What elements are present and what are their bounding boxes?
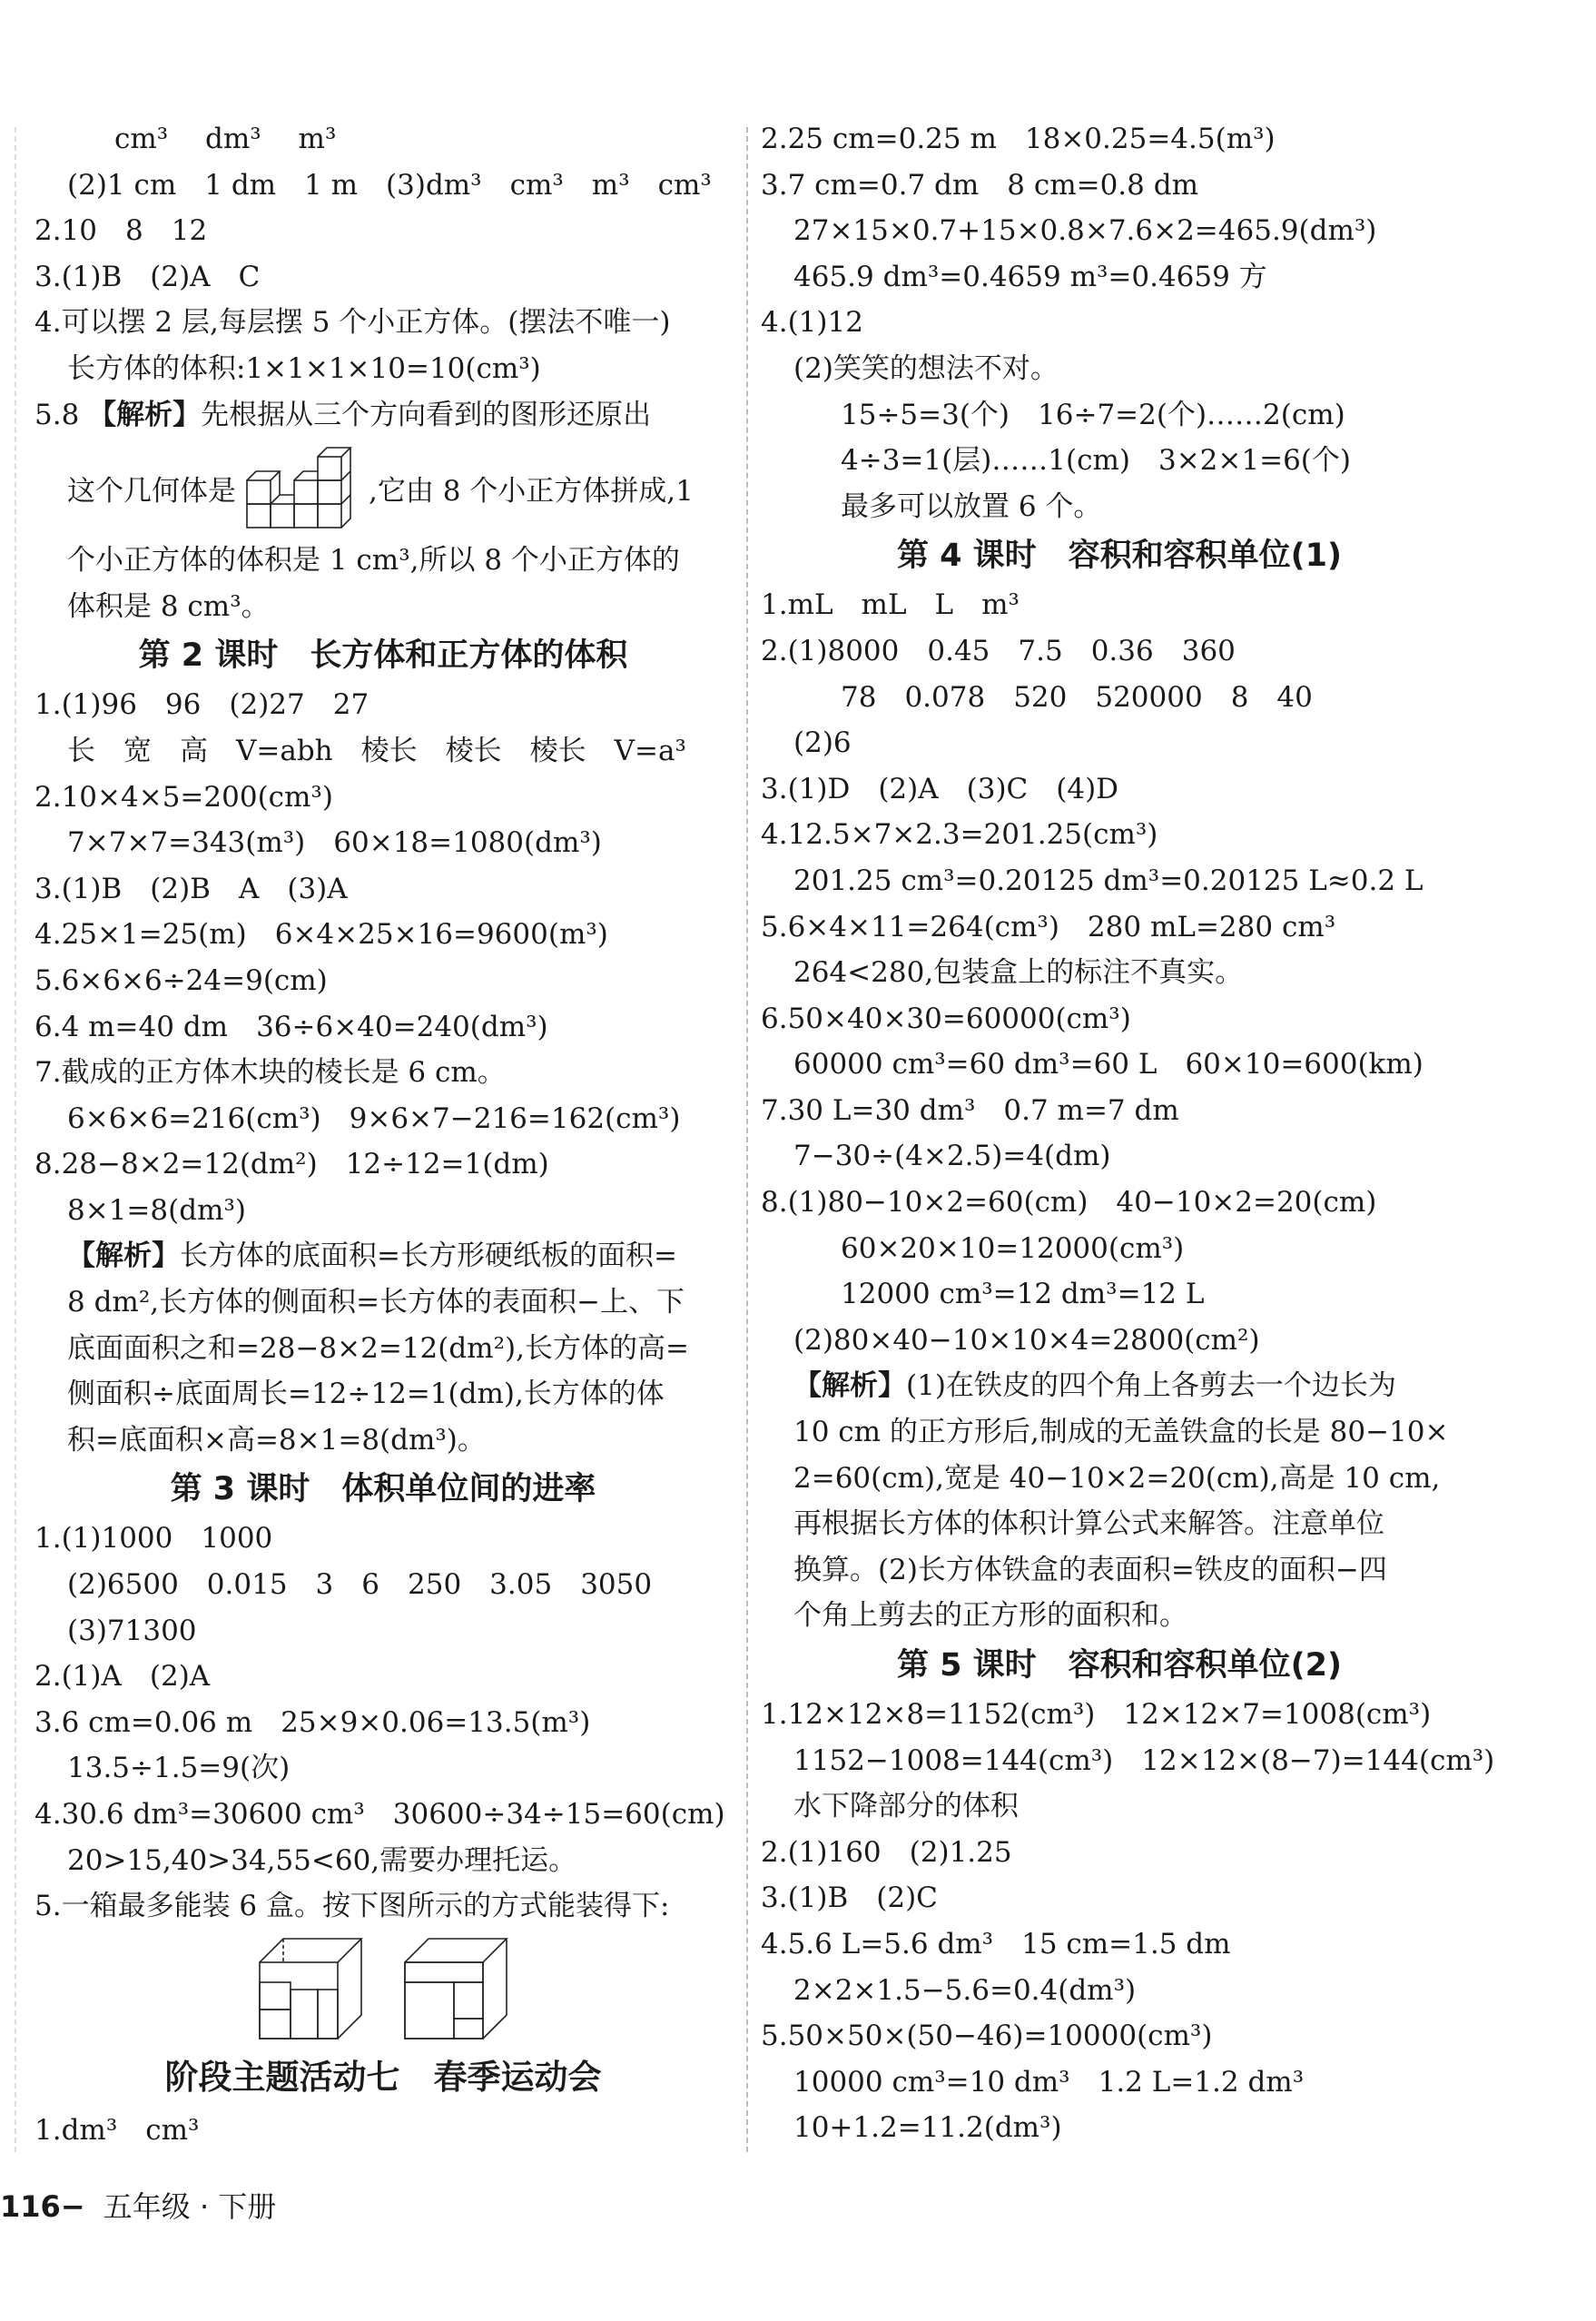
answer-line: 78 0.078 520 520000 8 40	[841, 680, 1313, 714]
analysis-tag: 【解析】	[67, 1240, 180, 1273]
analysis-line: 10 cm 的正方形后,制成的无盖铁盒的长是 80−10×	[793, 1416, 1449, 1449]
answer-line: 7.30 L=30 dm³ 0.7 m=7 dm	[761, 1093, 1179, 1127]
section-heading: 第 2 课时 长方体和正方体的体积	[138, 637, 628, 675]
answer-line: 2×2×1.5−5.6=0.4(dm³)	[793, 1973, 1137, 2007]
answer-line: 10000 cm³=10 dm³ 1.2 L=1.2 dm³	[793, 2065, 1305, 2099]
answer-line: 3.(1)B (2)B A (3)A	[34, 872, 348, 905]
answer-line: 201.25 cm³=0.20125 dm³=0.20125 L≈0.2 L	[793, 864, 1424, 897]
analysis-line: 2=60(cm),宽是 40−10×2=20(cm),高是 10 cm,	[793, 1461, 1441, 1495]
answer-line: 7.截成的正方体木块的棱长是 6 cm。	[34, 1056, 506, 1090]
answer-line: (3)71300	[67, 1614, 197, 1647]
analysis-line	[761, 1363, 1478, 1409]
answer-line: 8.28−8×2=12(dm²) 12÷12=1(dm)	[34, 1148, 549, 1181]
answer-line: 体积是 8 cm³。	[67, 589, 270, 623]
section-heading: 第 3 课时 体积单位间的进率	[170, 1471, 596, 1508]
question-number: 5.8	[34, 398, 80, 431]
answer-line: 4.可以摆 2 层,每层摆 5 个小正方体。(摆法不唯一)	[34, 306, 671, 340]
analysis-line: 换算。(2)长方体铁盒的表面积=铁皮的面积−四	[793, 1553, 1387, 1586]
answer-line: (2)1 cm 1 dm 1 m (3)dm³ cm³ m³ cm³	[67, 168, 712, 202]
left-margin-line	[15, 127, 16, 2152]
answer-line: 13.5÷1.5=9(次)	[67, 1752, 291, 1785]
answer-line: 2.(1)8000 0.45 7.5 0.36 360	[761, 634, 1236, 667]
page-number: 116−	[0, 2189, 85, 2224]
left-column	[34, 116, 732, 2153]
answer-line: (2)笑笑的想法不对。	[793, 351, 1059, 385]
answer-line: 4.25×1=25(m) 6×4×25×16=9600(m³)	[34, 918, 608, 952]
right-column	[761, 116, 1495, 2151]
analysis-line: 积=底面积×高=8×1=8(dm³)。	[67, 1423, 486, 1457]
answer-line: 2.10 8 12	[34, 214, 208, 248]
answer-line: (2)6500 0.015 3 6 250 3.05 3050	[67, 1568, 653, 1602]
answer-line	[34, 392, 732, 439]
answer-line: 10+1.2=11.2(dm³)	[793, 2111, 1062, 2145]
analysis-line	[34, 1233, 732, 1279]
figure-row	[34, 438, 732, 538]
answer-line: 3.(1)D (2)A (3)C (4)D	[761, 772, 1119, 805]
answer-line: 5.一箱最多能装 6 盒。按下图所示的方式能装得下:	[34, 1890, 670, 1923]
page-footer	[0, 2179, 276, 2234]
answer-line: 4.12.5×7×2.3=201.25(cm³)	[761, 818, 1158, 852]
analysis-line: 底面面积之和=28−8×2=12(dm²),长方体的高=	[67, 1331, 689, 1365]
answer-line: 3.6 cm=0.06 m 25×9×0.06=13.5(m³)	[34, 1705, 591, 1739]
answer-line: (2)6	[793, 726, 852, 760]
answer-line: 264<280,包装盒上的标注不真实。	[793, 956, 1244, 990]
answer-line: 1.(1)96 96 (2)27 27	[34, 688, 369, 722]
answer-line: 60000 cm³=60 dm³=60 L 60×10=600(km)	[793, 1048, 1424, 1081]
answer-line: 6×6×6=216(cm³) 9×6×7−216=162(cm³)	[67, 1101, 681, 1135]
answer-line: 4.5.6 L=5.6 dm³ 15 cm=1.5 dm	[761, 1927, 1231, 1961]
answer-line: 465.9 dm³=0.4659 m³=0.4659 方	[793, 260, 1267, 293]
answer-line: 8×1=8(dm³)	[67, 1193, 246, 1227]
cube-stack-figure	[243, 442, 361, 533]
answer-line: 5.6×6×6÷24=9(cm)	[34, 963, 328, 997]
answer-line: 长方体的体积:1×1×1×10=10(cm³)	[67, 351, 541, 385]
answer-line: 15÷5=3(个) 16÷7=2(个)……2(cm)	[841, 398, 1345, 431]
answer-line: 5.6×4×11=264(cm³) 280 mL=280 cm³	[761, 910, 1336, 943]
answer-line: 7×7×7=343(m³) 60×18=1080(dm³)	[67, 826, 602, 860]
answer-line: 2.(1)A (2)A	[34, 1660, 211, 1694]
text-fragment: 这个几何体是	[67, 474, 236, 508]
answer-line: 2.10×4×5=200(cm³)	[34, 780, 333, 814]
answer-line: 1.dm³ cm³	[34, 2113, 200, 2147]
box-figure-2	[401, 1935, 510, 2042]
answer-line: 4.(1)12	[761, 306, 863, 340]
answer-line: 4÷3=1(层)……1(cm) 3×2×1=6(个)	[841, 444, 1351, 478]
activity-heading: 阶段主题活动七 春季运动会	[164, 2057, 602, 2097]
answer-line: 3.7 cm=0.7 dm 8 cm=0.8 dm	[761, 168, 1198, 202]
analysis-tag: 【解析】	[793, 1369, 906, 1403]
answer-line: (2)80×40−10×10×4=2800(cm²)	[793, 1323, 1260, 1357]
box-packing-figures	[34, 1930, 732, 2048]
answer-line: 12000 cm³=12 dm³=12 L	[841, 1278, 1205, 1311]
answer-line: 6.4 m=40 dm 36÷6×40=240(dm³)	[34, 1010, 548, 1043]
answer-line: 1.mL mL L m³	[761, 588, 1020, 622]
section-heading: 第 5 课时 容积和容积单位(2)	[896, 1647, 1343, 1684]
answer-line: 1.(1)1000 1000	[34, 1522, 273, 1556]
answer-line: 8.(1)80−10×2=60(cm) 40−10×2=20(cm)	[761, 1186, 1377, 1220]
answer-line: 个小正方体的体积是 1 cm³,所以 8 个小正方体的	[67, 544, 680, 578]
text-fragment: ,它由 8 个小正方体拼成,1	[369, 474, 694, 508]
answer-line: 7−30÷(4×2.5)=4(dm)	[793, 1140, 1111, 1173]
answer-line: 3.(1)B (2)C	[761, 1881, 938, 1915]
answer-line: 2.(1)160 (2)1.25	[761, 1835, 1012, 1869]
section-heading: 第 4 课时 容积和容积单位(1)	[896, 538, 1343, 575]
answer-line: 3.(1)B (2)A C	[34, 260, 261, 293]
analysis-line: 个角上剪去的正方形的面积和。	[793, 1599, 1187, 1633]
analysis-text: 先根据从三个方向看到的图形还原出	[201, 398, 652, 431]
analysis-line: 8 dm²,长方体的侧面积=长方体的表面积−上、下	[67, 1286, 685, 1319]
analysis-line: 侧面积÷底面周长=12÷12=1(dm),长方体的体	[67, 1378, 665, 1411]
answer-line: 1152−1008=144(cm³) 12×12×(8−7)=144(cm³)	[793, 1743, 1495, 1777]
answer-line: 60×20×10=12000(cm³)	[841, 1231, 1185, 1265]
analysis-line: 再根据长方体的体积计算公式来解答。注意单位	[793, 1507, 1384, 1541]
analysis-tag: 【解析】	[88, 398, 202, 431]
answer-line: cm³ dm³ m³	[114, 123, 337, 155]
answer-line: 4.30.6 dm³=30600 cm³ 30600÷34÷15=60(cm)	[34, 1798, 725, 1831]
answer-line: 水下降部分的体积	[793, 1790, 1019, 1823]
analysis-text: 长方体的底面积=长方形硬纸板的面积=	[180, 1240, 677, 1273]
answer-line: 6.50×40×30=60000(cm³)	[761, 1002, 1131, 1035]
answer-line: 20>15,40>34,55<60,需要办理托运。	[67, 1843, 577, 1877]
grade-label: 五年级 · 下册	[103, 2189, 277, 2224]
answer-line: 27×15×0.7+15×0.8×7.6×2=465.9(dm³)	[793, 214, 1377, 248]
answer-line: 5.50×50×(50−46)=10000(cm³)	[761, 2020, 1213, 2053]
box-figure-1	[256, 1935, 365, 2042]
answer-line: 1.12×12×8=1152(cm³) 12×12×7=1008(cm³)	[761, 1698, 1432, 1731]
column-divider	[746, 127, 748, 2152]
analysis-text: (1)在铁皮的四个角上各剪去一个边长为	[906, 1369, 1396, 1403]
answer-line: 长 宽 高 V=abh 棱长 棱长 棱长 V=a³	[67, 734, 686, 767]
answer-line: 最多可以放置 6 个。	[841, 489, 1102, 523]
answer-line: 2.25 cm=0.25 m 18×0.25=4.5(m³)	[761, 123, 1276, 155]
